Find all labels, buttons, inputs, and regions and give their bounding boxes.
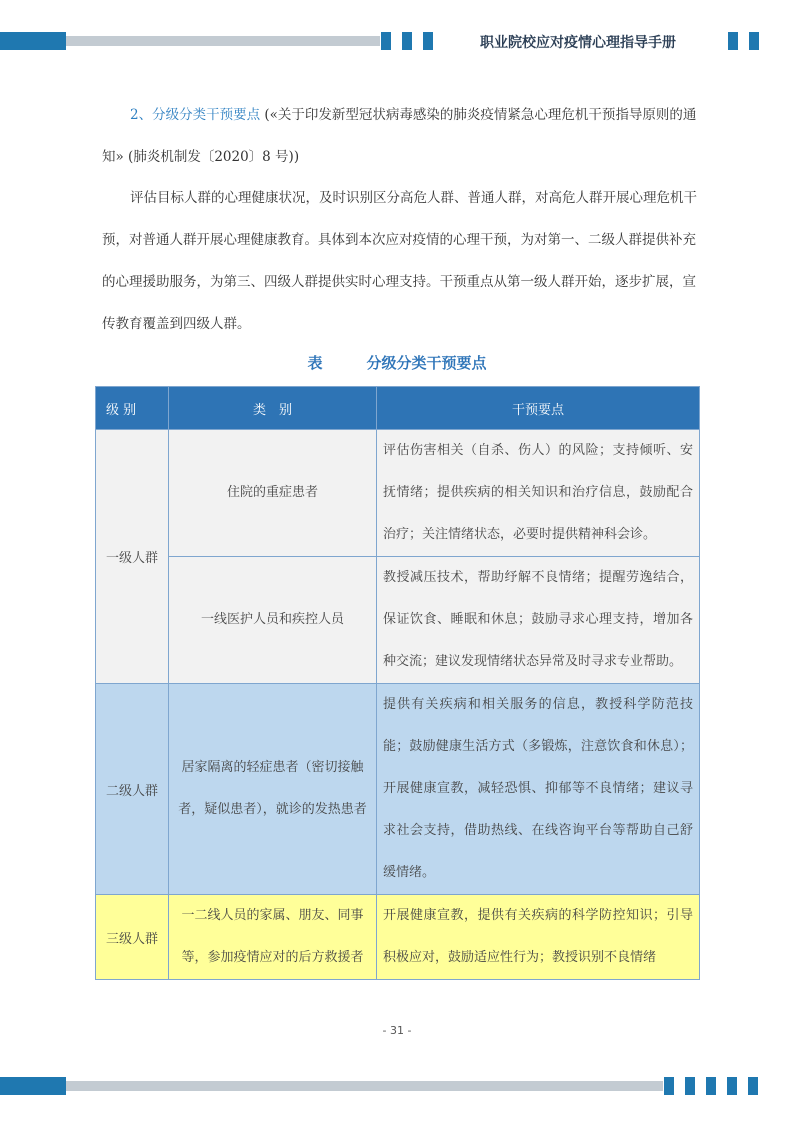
header-title: 职业院校应对疫情心理指导手册: [480, 35, 676, 51]
page-number: - 31 -: [382, 1024, 412, 1037]
footer-bar-left-block: [0, 1077, 66, 1095]
table-row: [96, 684, 700, 895]
table-row: [96, 895, 700, 980]
level-cell: 三级人群: [96, 895, 169, 980]
table-title: [0, 352, 794, 373]
footer-bar-square: [664, 1077, 674, 1095]
section-source: («关于印发新型冠状病毒感染的肺炎疫情紧急心理危机干预指导原则的通知» (肺炎机制发〔2020〕8 号)): [102, 107, 697, 165]
footer-bar-square: [685, 1077, 695, 1095]
level-cell: 二级人群: [96, 684, 169, 895]
points-cell: 评估伤害相关（自杀、伤人）的风险；支持倾听、安抚情绪；提供疾病的相关知识和治疗信息，鼓励配合治疗；关注情绪状态，必要时提供精神科会诊。: [377, 430, 700, 557]
header-points: 干预要点: [377, 387, 700, 430]
table-title-text: 分级分类干预要点: [366, 354, 487, 372]
header-bar-square: [728, 32, 738, 50]
category-cell: 一二线人员的家属、朋友、同事等，参加疫情应对的后方救援者: [169, 895, 377, 980]
category-cell: 一线医护人员和疾控人员: [169, 557, 377, 684]
header-category: 类 别: [169, 387, 377, 430]
points-cell: 开展健康宣教，提供有关疾病的科学防控知识；引导积极应对，鼓励适应性行为；教授识别不良情绪: [377, 895, 700, 980]
footer-bar-square: [727, 1077, 737, 1095]
points-cell: 教授减压技术，帮助纾解不良情绪；提醒劳逸结合，保证饮食、睡眠和休息；鼓励寻求心理支持，增加各种交流；建议发现情绪状态异常及时寻求专业帮助。: [377, 557, 700, 684]
section-heading: 2、分级分类干预要点: [130, 107, 261, 123]
header-bar-square: [381, 32, 391, 50]
footer-bar-line: [66, 1081, 663, 1091]
table-row: [96, 430, 700, 557]
footer-bar-square: [706, 1077, 716, 1095]
category-cell: 居家隔离的轻症患者（密切接触者，疑似患者），就诊的发热患者: [169, 684, 377, 895]
header-bar-left-block: [0, 32, 66, 50]
table-row: [96, 557, 700, 684]
level-cell: 一级人群: [96, 430, 169, 684]
table-header-row: [96, 387, 700, 430]
table-title-prefix: 表: [307, 354, 323, 372]
section-paragraph: 评估目标人群的心理健康状况，及时识别区分高危人群、普通人群，对高危人群开展心理危机干预，对普通人群开展心理健康教育。具体到本次应对疫情的心理干预，为对第一、二级人群提供补充的心理援助服务，为第三、四级人群提供实时心理支持。干预重点从第一级人群开始，逐步扩展，宣传教育覆盖到四级人群。: [102, 190, 697, 332]
header-bar-square: [402, 32, 412, 50]
section-intro: [102, 94, 698, 178]
footer-bar-square: [748, 1077, 758, 1095]
header-level: 级 别: [96, 387, 169, 430]
header-bar-line: [66, 36, 380, 46]
intervention-table: [95, 386, 700, 980]
points-cell: 提供有关疾病和相关服务的信息，教授科学防范技能；鼓励健康生活方式（多锻炼，注意饮食和休息）；开展健康宣教，减轻恐惧、抑郁等不良情绪；建议寻求社会支持，借助热线、在线咨询平台等帮助自己舒缓情绪。: [377, 684, 700, 895]
header-bar-square: [423, 32, 433, 50]
category-cell: 住院的重症患者: [169, 430, 377, 557]
header-bar-square: [749, 32, 759, 50]
